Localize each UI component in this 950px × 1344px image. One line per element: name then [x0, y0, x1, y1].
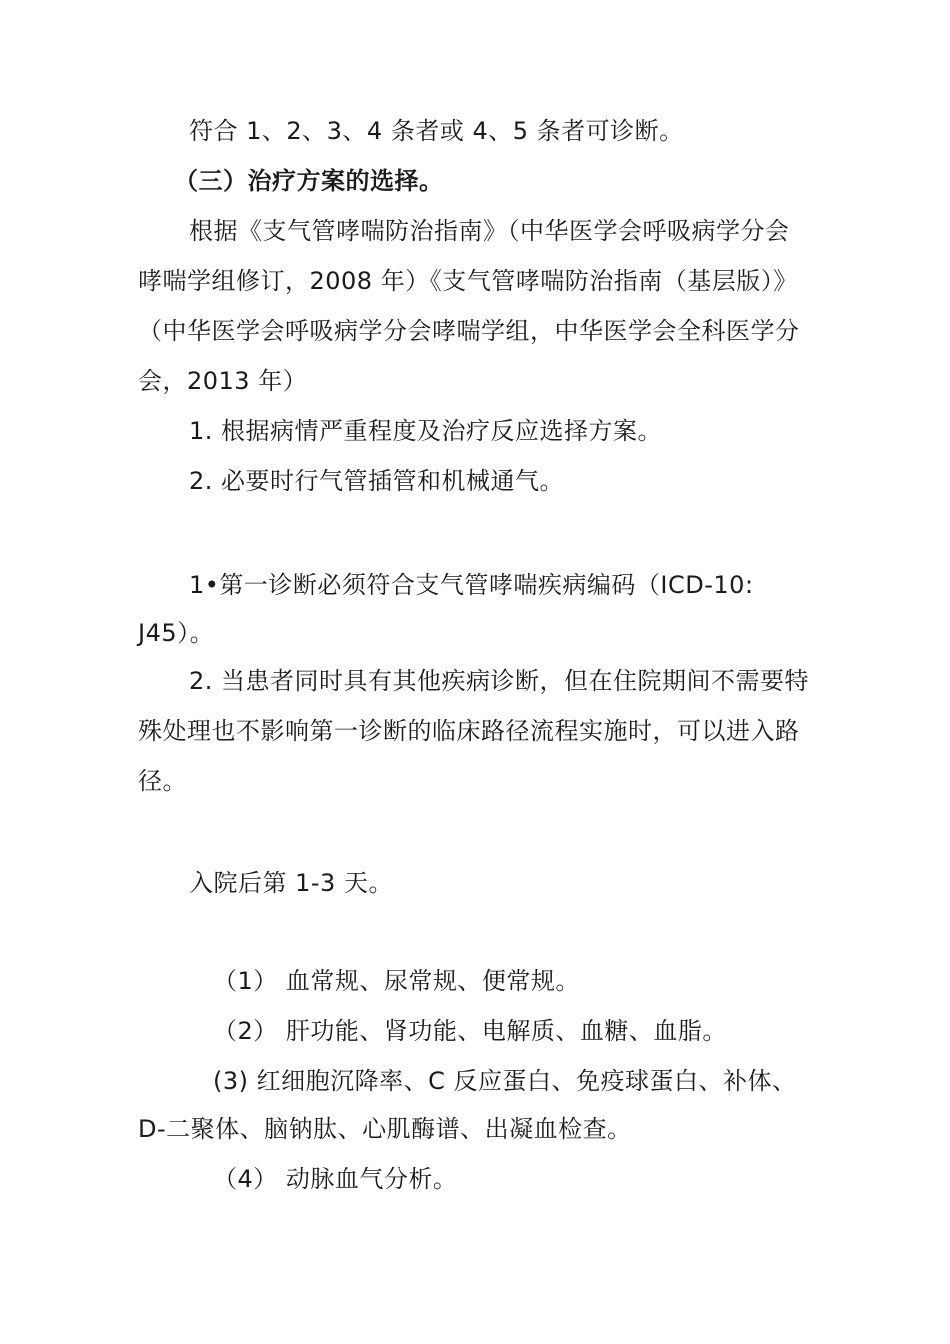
list-item: （4） 动脉血气分析。 — [213, 1165, 458, 1193]
paragraph-line: 殊处理也不影响第一诊断的临床路径流程实施时，可以进入路 — [138, 717, 800, 745]
list-item: 2. 当患者同时具有其他疾病诊断，但在住院期间不需要特 — [189, 667, 810, 695]
paragraph-line: J45）。 — [138, 619, 215, 647]
paragraph-line: 入院后第 1-3 天。 — [189, 869, 393, 897]
diagnosis-criteria-line: 符合 1、2、3、4 条者或 4、5 条者可诊断。 — [189, 117, 684, 145]
paragraph-line: 哮喘学组修订，2008 年）《支气管哮喘防治指南（基层版）》 — [138, 267, 798, 295]
list-item: 1•第一诊断必须符合支气管哮喘疾病编码（ICD-10: — [189, 571, 754, 599]
list-item: (3) 红细胞沉降率、C 反应蛋白、免疫球蛋白、补体、 — [213, 1067, 797, 1095]
list-item: （1） 血常规、尿常规、便常规。 — [213, 967, 580, 995]
list-item: （2） 肝功能、肾功能、电解质、血糖、血脂。 — [213, 1017, 727, 1045]
paragraph-line: 会，2013 年） — [138, 367, 308, 395]
paragraph-line: 径。 — [138, 767, 187, 795]
section-heading-treatment: （三）治疗方案的选择。 — [174, 167, 444, 195]
paragraph-line: （中华医学会呼吸病学分会哮喘学组，中华医学会全科医学分 — [138, 317, 800, 345]
list-item: 1. 根据病情严重程度及治疗反应选择方案。 — [189, 417, 663, 445]
paragraph-line: D-二聚体、脑钠肽、心肌酶谱、出凝血检查。 — [138, 1115, 632, 1143]
paragraph-line: 根据《支气管哮喘防治指南》（中华医学会呼吸病学分会 — [189, 217, 790, 245]
list-item: 2. 必要时行气管插管和机械通气。 — [189, 467, 565, 495]
